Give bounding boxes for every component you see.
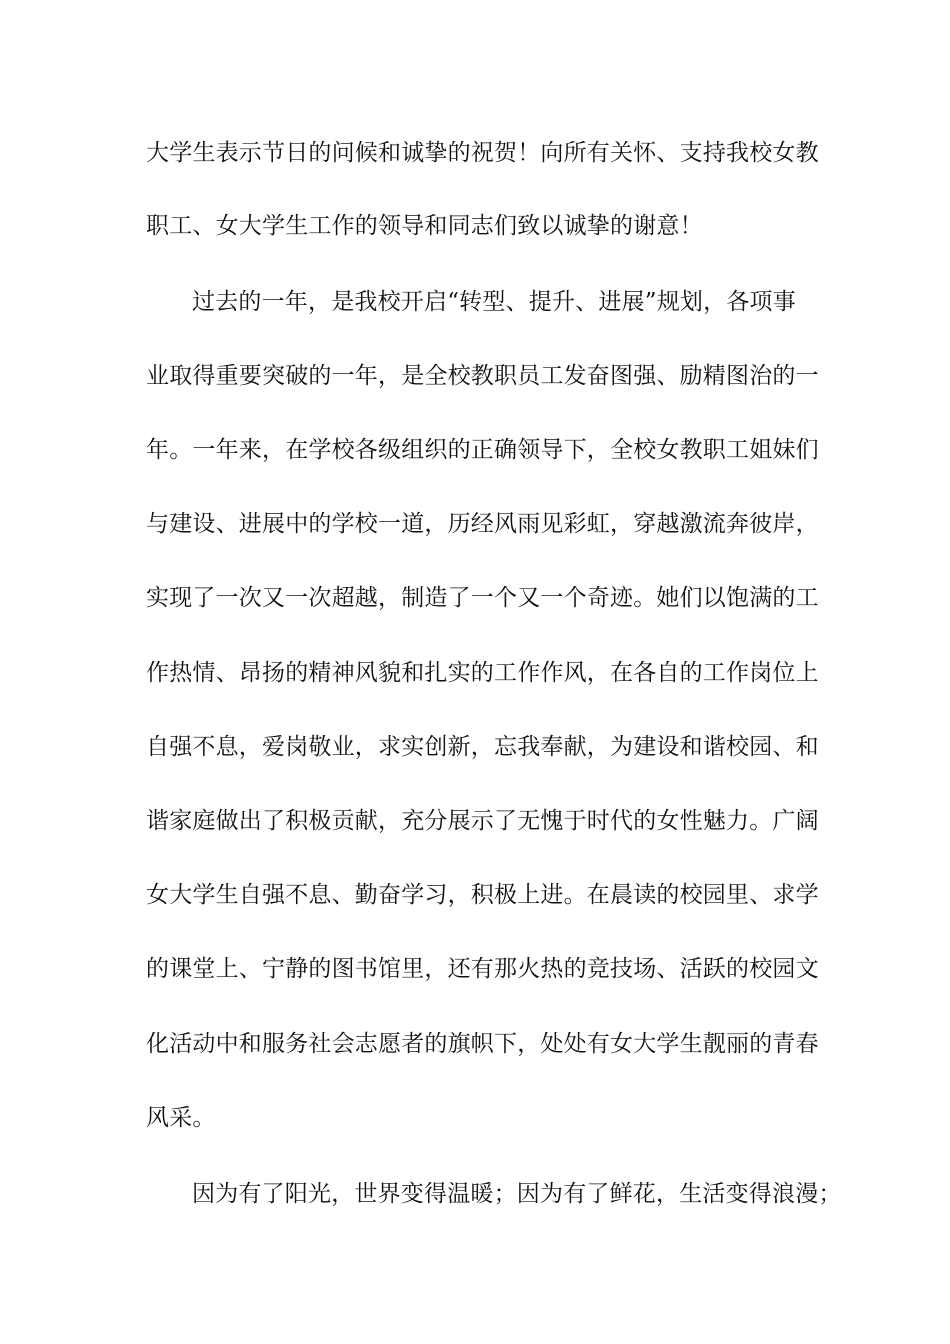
text-line: 大学生表示节日的问候和诚挚的祝贺！向所有关怀、支持我校女教 [146,140,819,166]
text-line: 化活动中和服务社会志愿者的旗帜下，处处有女大学生靓丽的青春 [146,1031,819,1057]
text-line: 女大学生自强不息、勤奋学习，积极上进。在晨读的校园里、求学 [146,882,819,908]
text-line: 的课堂上、宁静的图书馆里，还有那火热的竞技场、活跃的校园文 [146,956,819,982]
text-line: 年。一年来，在学校各级组织的正确领导下，全校女教职工姐妹们 [146,437,819,463]
paragraph-first-line: 过去的一年，是我校开启“转型、提升、进展”规划，各项事 [192,289,796,315]
text-line: 作热情、昂扬的精神风貌和扎实的工作作风，在各自的工作岗位上 [146,660,819,686]
text-line: 谐家庭做出了积极贡献，充分展示了无愧于时代的女性魅力。广阔 [146,808,819,834]
text-line: 自强不息，爱岗敬业，求实创新，忘我奉献，为建设和谐校园、和 [146,734,819,760]
text-line: 实现了一次又一次超越，制造了一个又一个奇迹。她们以饱满的工 [146,585,819,611]
text-line: 业取得重要突破的一年，是全校教职员工发奋图强、励精图治的一 [146,363,819,389]
text-line: 风采。 [146,1105,216,1131]
text-line: 职工、女大学生工作的领导和同志们致以诚挚的谢意！ [146,213,703,239]
text-line: 与建设、进展中的学校一道，历经风雨见彩虹，穿越激流奔彼岸， [146,511,819,537]
paragraph-first-line: 因为有了阳光，世界变得温暖；因为有了鲜花，生活变得浪漫； [192,1181,842,1207]
